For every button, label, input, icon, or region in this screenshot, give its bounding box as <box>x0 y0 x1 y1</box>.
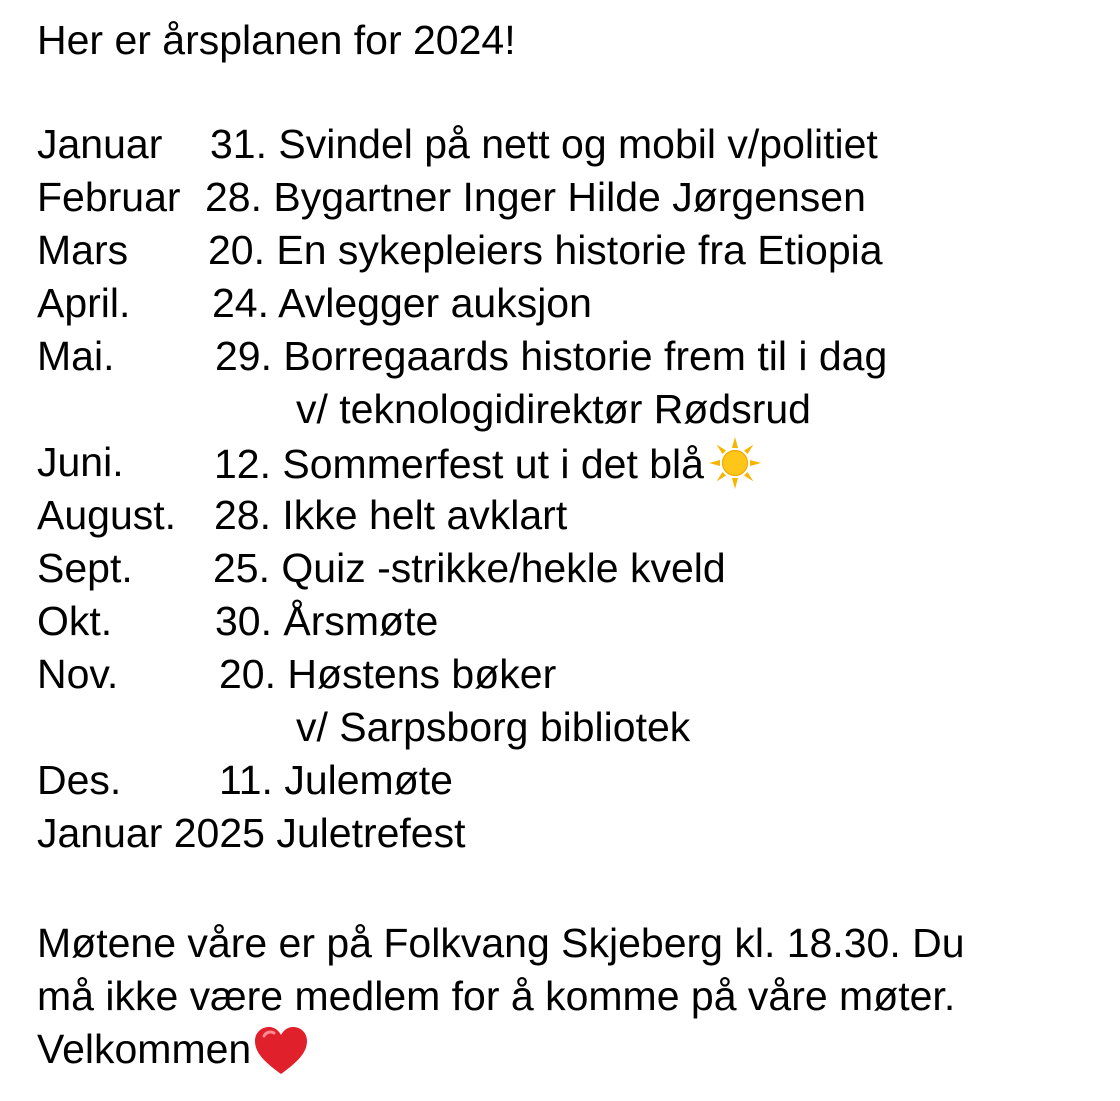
event-text: 25. Quiz -strikke/hekle kveld <box>213 545 726 591</box>
extra-event-line: Januar 2025 Juletrefest <box>37 810 466 856</box>
event-text: 30. Årsmøte <box>215 598 439 644</box>
event-text: 28. Bygartner Inger Hilde Jørgensen <box>205 174 866 220</box>
event-text: 20. En sykepleiers historie fra Etiopia <box>208 227 883 273</box>
month-label: Mars <box>37 227 129 273</box>
month-label: Sept. <box>37 545 133 591</box>
event-text: 28. Ikke helt avklart <box>214 492 568 538</box>
month-label: Nov. <box>37 651 119 697</box>
event-continuation: v/ Sarpsborg bibliotek <box>296 704 691 750</box>
event-text: 20. Høstens bøker <box>219 651 557 697</box>
month-label: Januar <box>37 121 163 167</box>
month-label: Juni. <box>37 439 124 485</box>
event-text: 11. Julemøte <box>219 757 453 803</box>
month-label: Okt. <box>37 598 113 644</box>
heart-icon <box>253 1025 309 1077</box>
sun-icon <box>708 436 762 490</box>
month-label: August. <box>37 492 177 538</box>
footer-line-2: må ikke være medlem for å komme på våre møter. <box>37 973 956 1019</box>
footer-line-3 <box>37 1023 309 1077</box>
month-label: Des. <box>37 757 122 803</box>
welcome-text: Velkommen <box>37 1026 252 1072</box>
event-text: 29. Borregaards historie frem til i dag <box>215 333 888 379</box>
event-continuation: v/ teknologidirektør Rødsrud <box>296 386 811 432</box>
footer-line-1: Møtene våre er på Folkvang Skjeberg kl. 18.30. Du <box>37 920 965 966</box>
event-text: 31. Svindel på nett og mobil v/politiet <box>210 121 878 167</box>
event-text: 12. Sommerfest ut i det blå <box>214 441 704 487</box>
heading: Her er årsplanen for 2024! <box>37 17 516 63</box>
event-text: 24. Avlegger auksjon <box>212 280 592 326</box>
month-label: Mai. <box>37 333 115 379</box>
month-label: April. <box>37 280 131 326</box>
event-line-with-emoji <box>214 436 762 491</box>
month-label: Februar <box>37 174 181 220</box>
